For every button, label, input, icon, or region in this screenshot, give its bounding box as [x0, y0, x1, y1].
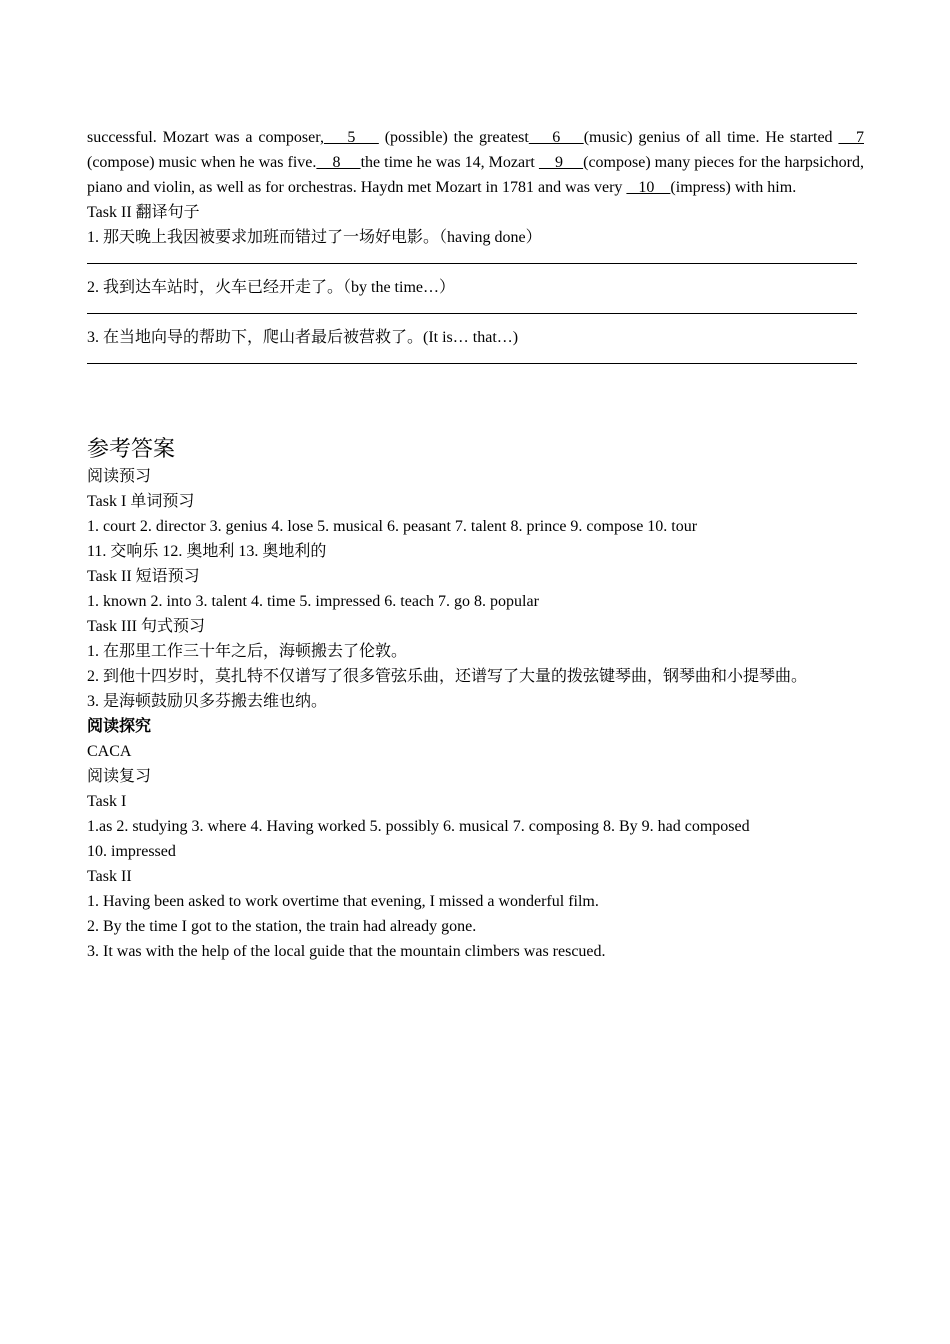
section-explore: 阅读探究 [87, 718, 152, 735]
review-task2-answer-1: 1. Having been asked to work overtime that evening, I missed a wonderful film. [87, 893, 599, 910]
preview-task2-answers: 1. known 2. into 3. talent 4. time 5. impressed 6. teach 7. go 8. popular [87, 593, 539, 610]
preview-task2-heading: Task II 短语预习 [87, 568, 200, 585]
preview-task3-answer-3: 3. 是海顿鼓励贝多芬搬去维也纳。 [87, 693, 328, 710]
review-task2-answer-3: 3. It was with the help of the local guide that the mountain climbers was rescued. [87, 943, 606, 960]
passage-text: (impress) with him. [670, 179, 797, 196]
answer-line-2 [87, 300, 857, 314]
blank-10: 10 [626, 179, 671, 196]
cloze-passage [87, 125, 864, 200]
review-task2-heading: Task II [87, 868, 132, 885]
passage-text: (music) genius of all time. He started [583, 129, 839, 146]
translation-question-2: 2. 我到达车站时，火车已经开走了。（by the time…） [87, 279, 455, 296]
section-preview: 阅读预习 [87, 468, 152, 485]
preview-task3-heading: Task III 句式预习 [87, 618, 205, 635]
review-task1-answers: 1.as 2. studying 3. where 4. Having worked 5. possibly 6. musical 7. composing 8. By 9. had composed [87, 818, 750, 835]
blank-7: 7 [838, 129, 864, 146]
answers-title: 参考答案 [87, 436, 176, 461]
blank-9: 9 [538, 154, 584, 171]
answer-line-1 [87, 250, 857, 264]
task2-heading: Task II 翻译句子 [87, 204, 200, 221]
preview-task1-answers: 1. court 2. director 3. genius 4. lose 5. musical 6. peasant 7. talent 8. prince 9. compose 10. tour [87, 518, 698, 535]
explore-answers: CACA [87, 743, 132, 760]
answer-line-3 [87, 350, 857, 364]
passage-text: (compose) music when he was five. [87, 154, 317, 171]
blank-5: 5 [323, 129, 379, 146]
blank-8: 8 [316, 154, 361, 171]
review-task1-answers-cont: 10. impressed [87, 843, 176, 860]
translation-question-1: 1. 那天晚上我因被要求加班而错过了一场好电影。（having done） [87, 229, 542, 246]
preview-task1-answers-cont: 11. 交响乐 12. 奥地利 13. 奥地利的 [87, 543, 327, 560]
preview-task3-answer-1: 1. 在那里工作三十年之后，海顿搬去了伦敦。 [87, 643, 408, 660]
preview-task1-heading: Task I 单词预习 [87, 493, 195, 510]
review-task2-answer-2: 2. By the time I got to the station, the train had already gone. [87, 918, 477, 935]
section-review: 阅读复习 [87, 768, 152, 785]
preview-task3-answer-2: 2. 到他十四岁时，莫扎特不仅谱写了很多管弦乐曲，还谱写了大量的拨弦键琴曲，钢琴曲和小提琴曲。 [87, 668, 808, 685]
passage-text: (compose) many pieces for the harpsichord, piano and violin, as well as for orchestras. Haydn met Mozart in 1781 and was very [87, 154, 865, 196]
passage-text: the time he was 14, Mozart [360, 154, 539, 171]
review-task1-heading: Task I [87, 793, 127, 810]
passage-text: successful. Mozart was a composer, [87, 129, 324, 146]
translation-question-3: 3. 在当地向导的帮助下，爬山者最后被营救了。(It is… that…) [87, 329, 519, 346]
document-content [87, 125, 864, 964]
blank-6: 6 [528, 129, 584, 146]
passage-text: (possible) the greatest [378, 129, 529, 146]
